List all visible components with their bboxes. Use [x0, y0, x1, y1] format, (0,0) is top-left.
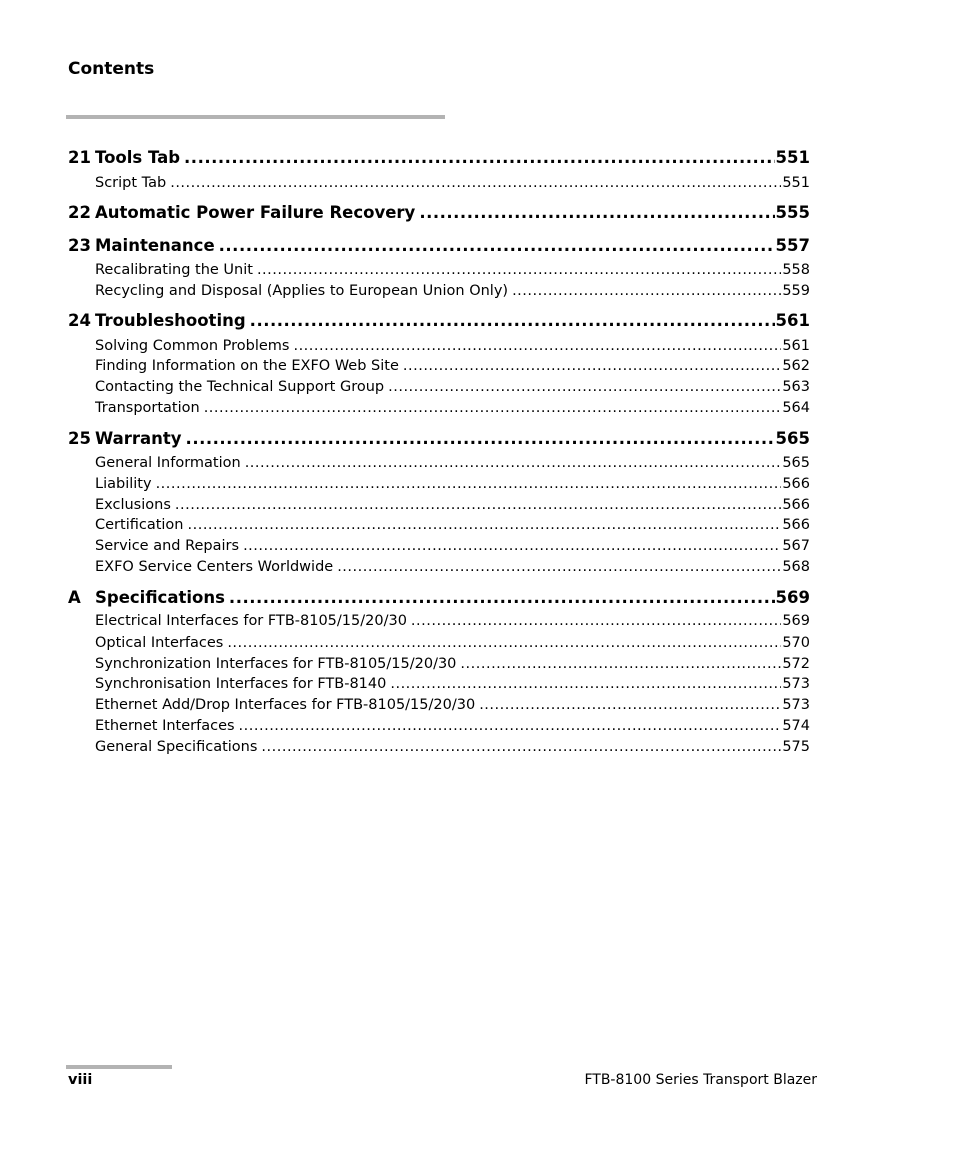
header-divider	[66, 115, 445, 119]
section-title: Script Tab	[95, 175, 167, 191]
section-page: 567	[782, 538, 810, 554]
page-title: Contents	[68, 59, 155, 79]
dot-leader	[403, 356, 781, 376]
dot-leader	[229, 586, 775, 610]
toc-section-ethernet-interfaces[interactable]	[95, 716, 810, 736]
chapter-title: Maintenance	[95, 236, 215, 255]
section-title: Finding Information on the EXFO Web Site	[95, 358, 399, 374]
toc-section-general-information[interactable]	[95, 453, 810, 473]
chapter-page: 555	[775, 203, 810, 222]
toc-section-electrical-interfaces[interactable]	[95, 611, 810, 631]
chapter-number: 25	[68, 429, 91, 448]
dot-leader	[245, 453, 782, 473]
section-title: Transportation	[95, 400, 200, 416]
section-title: Synchronisation Interfaces for FTB-8140	[95, 676, 387, 692]
toc-section-solving-problems[interactable]	[95, 336, 810, 356]
section-page: 572	[782, 656, 810, 672]
dot-leader	[170, 173, 781, 193]
section-page: 558	[782, 262, 810, 278]
section-page: 573	[782, 697, 810, 713]
toc-section-liability[interactable]	[95, 474, 810, 494]
section-title: Certification	[95, 517, 184, 533]
dot-leader	[219, 234, 775, 258]
section-page: 562	[782, 358, 810, 374]
toc-section-optical-interfaces[interactable]	[95, 633, 810, 653]
dot-leader	[250, 309, 775, 333]
chapter-number: A	[68, 588, 81, 607]
chapter-number: 22	[68, 203, 91, 222]
footer-document-title: FTB-8100 Series Transport Blazer	[584, 1072, 817, 1088]
toc-section-synchronisation-interfaces-8140[interactable]	[95, 674, 810, 694]
dot-leader	[175, 495, 781, 515]
dot-leader	[419, 201, 774, 225]
section-page: 574	[782, 718, 810, 734]
toc-section-synchronization-interfaces[interactable]	[95, 654, 810, 674]
toc-chapter-25[interactable]	[68, 427, 810, 451]
footer-divider	[66, 1065, 172, 1069]
dot-leader	[293, 336, 781, 356]
toc-chapter-22[interactable]	[68, 201, 810, 225]
section-title: Recycling and Disposal (Applies to European Union Only)	[95, 283, 509, 299]
toc-section-transportation[interactable]	[95, 398, 810, 418]
footer-page-number: viii	[68, 1072, 93, 1088]
section-title: EXFO Service Centers Worldwide	[95, 559, 334, 575]
section-page: 573	[782, 676, 810, 692]
section-title: Liability	[95, 476, 152, 492]
toc-section-general-specifications[interactable]	[95, 737, 810, 757]
toc-section-exfo-web-site[interactable]	[95, 356, 810, 376]
section-page: 561	[782, 338, 810, 354]
chapter-title: Tools Tab	[95, 148, 181, 167]
toc-appendix-a[interactable]	[68, 586, 810, 610]
dot-leader	[156, 474, 782, 494]
dot-leader	[512, 281, 781, 301]
toc-chapter-21[interactable]	[68, 146, 810, 170]
chapter-page: 551	[775, 148, 810, 167]
section-title: General Specifications	[95, 739, 258, 755]
dot-leader	[390, 674, 781, 694]
toc-section-recycling[interactable]	[95, 281, 810, 301]
dot-leader	[227, 633, 781, 653]
toc-chapter-23[interactable]	[68, 234, 810, 258]
section-page: 568	[782, 559, 810, 575]
dot-leader	[388, 377, 781, 397]
toc-section-service-repairs[interactable]	[95, 536, 810, 556]
dot-leader	[411, 611, 781, 631]
dot-leader	[204, 398, 782, 418]
chapter-title: Warranty	[95, 429, 182, 448]
section-page: 551	[782, 175, 810, 191]
section-page: 559	[782, 283, 810, 299]
dot-leader	[188, 515, 782, 535]
section-page: 565	[782, 455, 810, 471]
section-page: 575	[782, 739, 810, 755]
section-title: Electrical Interfaces for FTB-8105/15/20/30	[95, 613, 407, 629]
chapter-page: 557	[775, 236, 810, 255]
chapter-page: 565	[775, 429, 810, 448]
section-page: 566	[782, 497, 810, 513]
dot-leader	[261, 737, 781, 757]
section-title: Recalibrating the Unit	[95, 262, 253, 278]
toc-section-support-group[interactable]	[95, 377, 810, 397]
section-title: Contacting the Technical Support Group	[95, 379, 385, 395]
section-title: Optical Interfaces	[95, 635, 224, 651]
dot-leader	[184, 146, 775, 170]
section-title: Exclusions	[95, 497, 171, 513]
section-page: 564	[782, 400, 810, 416]
section-page: 569	[782, 613, 810, 629]
toc-section-recalibrating[interactable]	[95, 260, 810, 280]
section-title: Solving Common Problems	[95, 338, 290, 354]
section-title: General Information	[95, 455, 241, 471]
chapter-page: 561	[775, 311, 810, 330]
dot-leader	[186, 427, 775, 451]
chapter-title: Troubleshooting	[95, 311, 246, 330]
chapter-number: 23	[68, 236, 91, 255]
section-page: 570	[782, 635, 810, 651]
chapter-title: Automatic Power Failure Recovery	[95, 203, 416, 222]
section-page: 563	[782, 379, 810, 395]
section-title: Service and Repairs	[95, 538, 240, 554]
chapter-title: Specifications	[95, 588, 225, 607]
toc-section-certification[interactable]	[95, 515, 810, 535]
section-page: 566	[782, 476, 810, 492]
dot-leader	[337, 557, 781, 577]
toc-section-exclusions[interactable]	[95, 495, 810, 515]
section-page: 566	[782, 517, 810, 533]
dot-leader	[239, 716, 782, 736]
section-title: Ethernet Add/Drop Interfaces for FTB-8105/15/20/30	[95, 697, 476, 713]
dot-leader	[479, 695, 781, 715]
dot-leader	[243, 536, 781, 556]
chapter-number: 21	[68, 148, 91, 167]
chapter-number: 24	[68, 311, 91, 330]
toc-section-service-centers[interactable]	[95, 557, 810, 577]
toc-chapter-24[interactable]	[68, 309, 810, 333]
dot-leader	[257, 260, 781, 280]
section-title: Synchronization Interfaces for FTB-8105/15/20/30	[95, 656, 457, 672]
dot-leader	[460, 654, 781, 674]
section-title: Ethernet Interfaces	[95, 718, 235, 734]
chapter-page: 569	[775, 588, 810, 607]
toc-section-ethernet-add-drop[interactable]	[95, 695, 810, 715]
toc-section-script-tab[interactable]	[95, 173, 810, 193]
